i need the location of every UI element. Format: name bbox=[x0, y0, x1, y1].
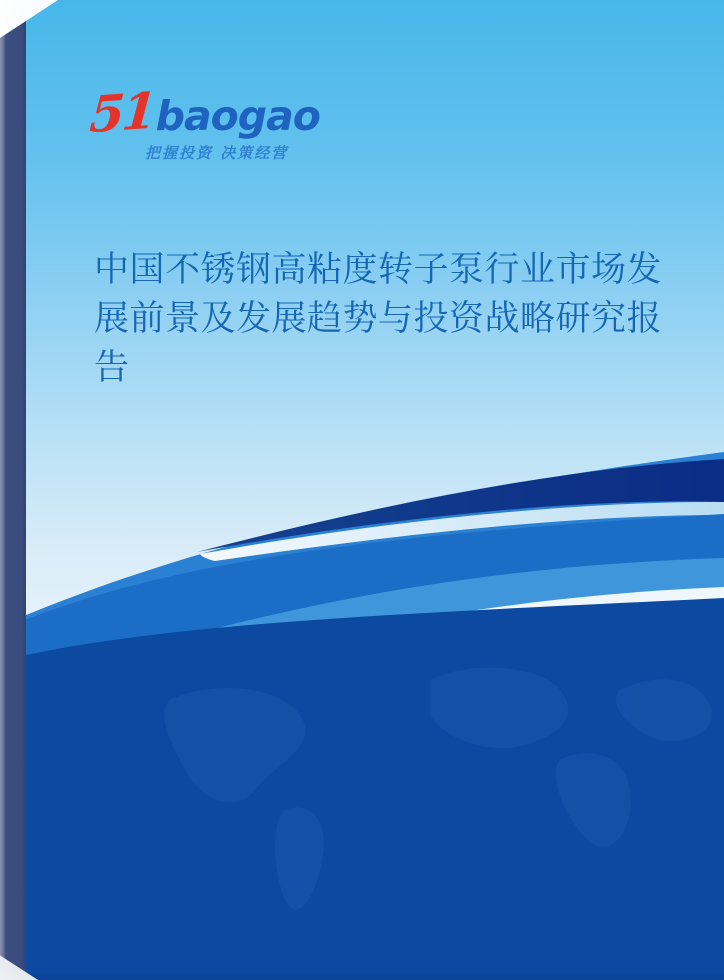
report-title-line-2: 展前景及发展趋势与投资战略研究报 bbox=[94, 299, 663, 339]
book-spine bbox=[0, 0, 26, 980]
report-title-line-3: 告 bbox=[94, 348, 130, 388]
logo-slogan: 把握投资 决策经营 bbox=[145, 144, 289, 162]
logo-51-mark: 51 bbox=[87, 80, 156, 145]
brand-logo bbox=[87, 80, 320, 163]
bottom-edge-shade bbox=[0, 974, 724, 980]
report-title-line-1: 中国不锈钢高粘度转子泵行业市场发 bbox=[94, 250, 663, 290]
report-title bbox=[94, 246, 672, 393]
logo-baogao-wordmark: baogao bbox=[155, 92, 320, 140]
